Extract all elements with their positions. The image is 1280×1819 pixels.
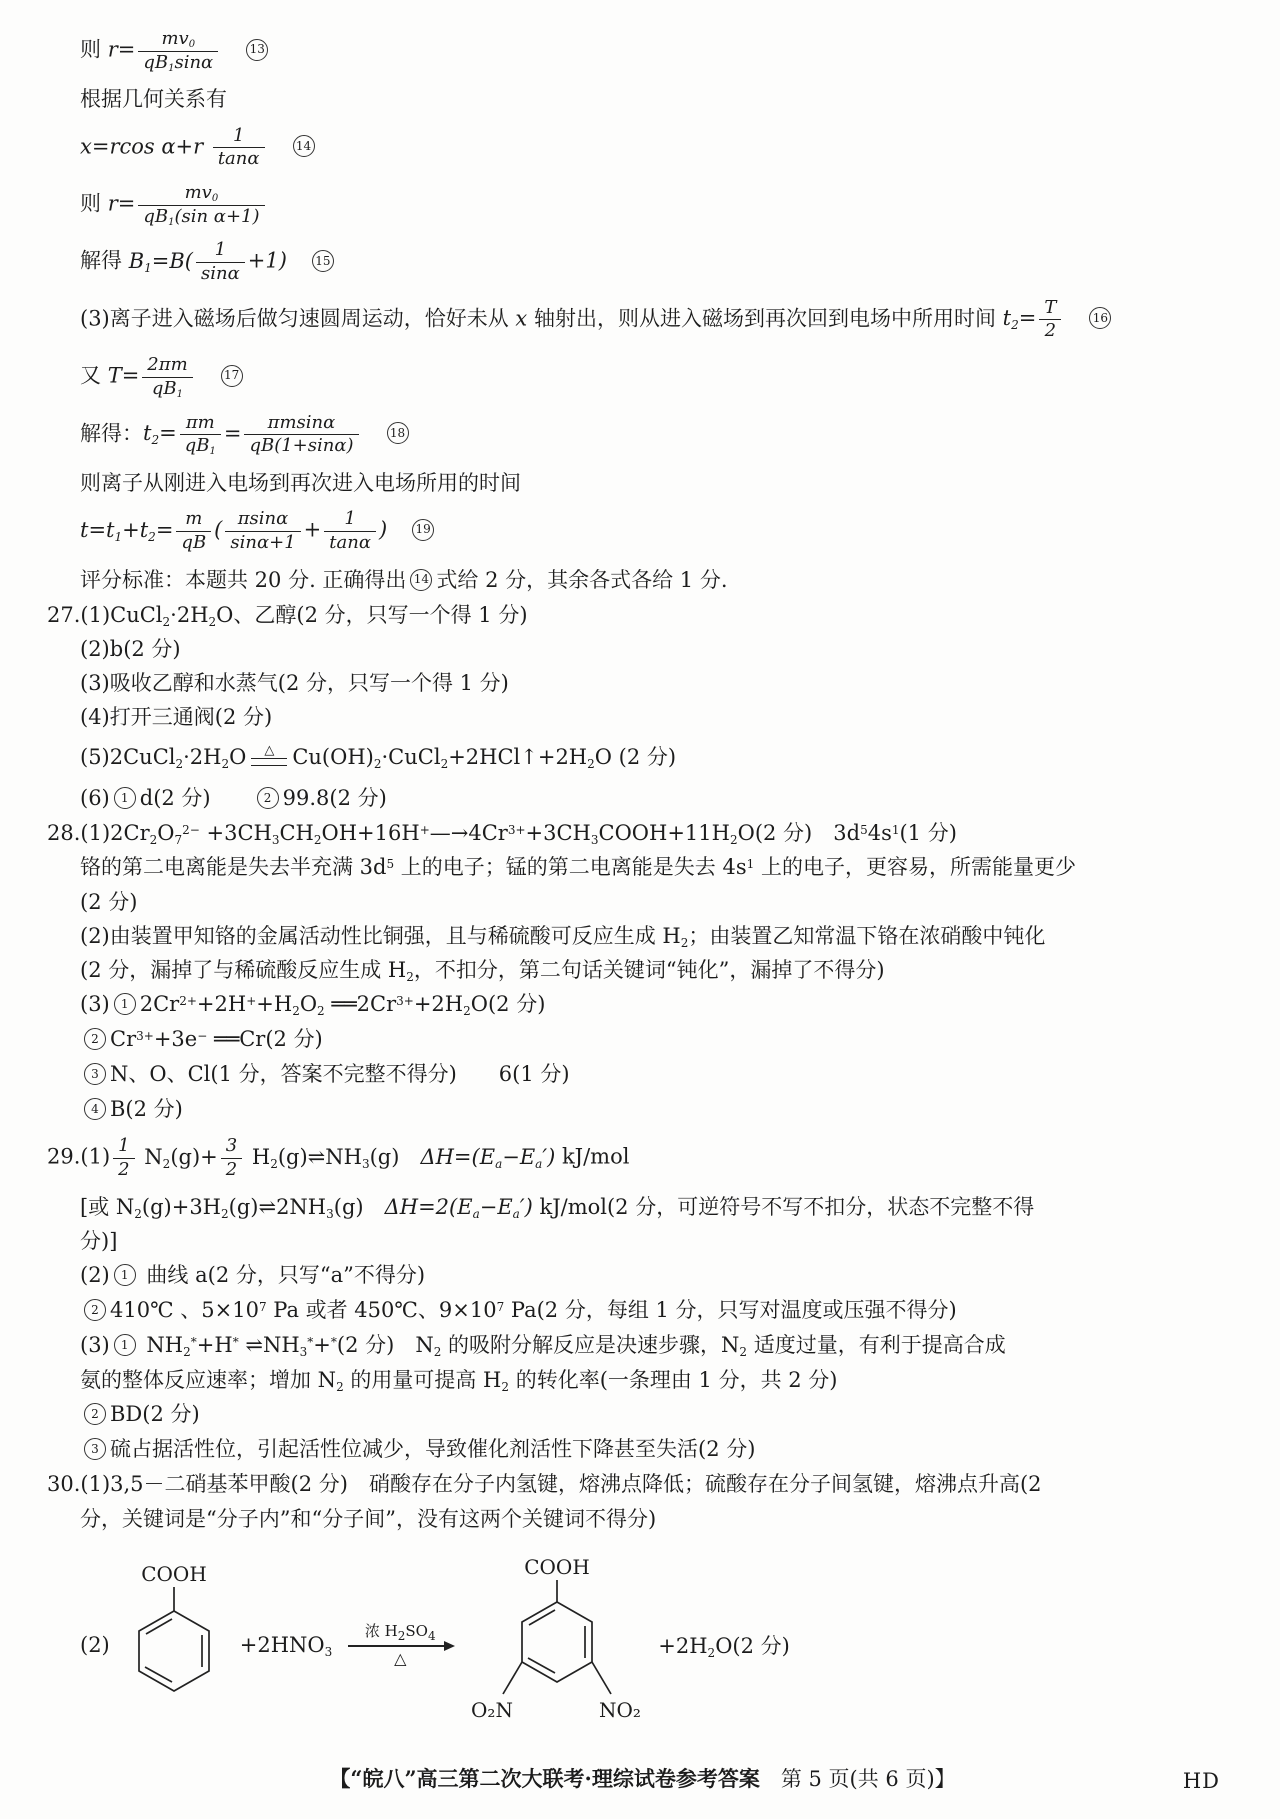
circled-number: 1 — [114, 787, 136, 809]
text-run: kJ/mol(2 分，可逆符号不写不扣分，状态不完整不得 — [532, 1194, 1035, 1219]
footer-page-number: 第 5 页(共 6 页)】 — [759, 1767, 956, 1791]
page-footer — [47, 1763, 1238, 1819]
circled-number: 14 — [293, 135, 315, 157]
text-run: BD(2 分) — [110, 1402, 200, 1427]
fraction: $\frac{1}{\sin\alpha}$ — [196, 240, 245, 284]
fraction: $\frac{mv_0}{qB_1\sin\alpha}$ — [138, 29, 218, 73]
math-text: $t_2=$ — [143, 421, 177, 448]
text-run: 则 — [80, 37, 108, 62]
text-run: N、O、Cl(1 分，答案不完整不得分) 6(1 分) — [110, 1062, 570, 1087]
physics-formula-13 — [47, 29, 1238, 73]
circled-number: 3 — [84, 1438, 106, 1460]
math-text: + — [303, 517, 322, 542]
text-run: 根据几何关系有 — [80, 87, 227, 112]
text-run — [268, 134, 289, 158]
text-run: (2)由装置甲知铬的金属活动性比铜强，且与稀硫酸可反应生成 $H_2$；由装置乙知常温下铬在浓硝酸中钝化 — [80, 923, 1046, 950]
nitro-group-right-label: NO₂ — [599, 1697, 642, 1722]
reaction-equation — [47, 1554, 1238, 1736]
cooh-label-right: COOH — [524, 1554, 591, 1579]
q29-answer-2-2 — [47, 1297, 1238, 1324]
text-run: 分，关键词是“分子内”和“分子间”，没有这两个关键词不得分) — [80, 1506, 657, 1531]
math-text: ( — [214, 517, 223, 542]
q30-answer-1b — [47, 1506, 1238, 1532]
text-run — [196, 364, 217, 388]
fraction: $\frac{1}{2}$ — [113, 1136, 134, 1180]
text-run: 29.(1) — [47, 1144, 111, 1169]
physics-scoring — [47, 567, 1238, 594]
reagent-text: $+2HNO_3$ — [239, 1632, 333, 1659]
text-run: (2 分，漏掉了与稀硫酸反应生成 $H_2$，不扣分，第二句话关键词“钝化”，漏掉了不得分) — [80, 958, 885, 984]
q27-answer-1 — [47, 602, 1238, 628]
text-run: (3)吸收乙醇和水蒸气(2 分，只写一个得 1 分) — [80, 671, 509, 695]
physics-part3-16 — [47, 298, 1238, 342]
math-text: r= — [107, 37, 136, 62]
text-run: (3) — [80, 1333, 110, 1358]
text-run: 轴射出，则从进入磁场到再次回到电场中所用时间 — [527, 306, 1003, 331]
text-run: 氨的整体反应速率；增加 $N_2$ 的用量可提高 $H_2$ 的转化率(一条理由 1 分，共 2 分) — [80, 1368, 838, 1395]
text-run: (2)b(2 分) — [80, 636, 181, 661]
q27-answer-2 — [47, 636, 1238, 662]
physics-text-time — [47, 470, 1238, 496]
q27-answer-6 — [47, 785, 1238, 812]
fraction: $\frac{1}{\tan\alpha}$ — [324, 509, 376, 553]
circled-number: 1 — [114, 1334, 136, 1356]
fraction: $\frac{3}{2}$ — [221, 1136, 242, 1180]
cooh-label-left: COOH — [140, 1561, 207, 1586]
circled-number: 1 — [114, 993, 136, 1015]
physics-text-geometry — [47, 86, 1238, 112]
math-text: $B_1=B$( — [128, 249, 193, 276]
text-run: $2Cr^{2+}+2H^++H_2O_2$ $══2Cr^{3+}+2H_2O(2$ 分) — [139, 992, 546, 1019]
text-run: 解得 — [80, 249, 129, 274]
answer-lines — [47, 16, 1238, 1540]
math-text: = — [223, 421, 242, 446]
q28-answer-2b — [47, 957, 1238, 983]
q29-answer-1-alt — [47, 1194, 1238, 1220]
text-run — [287, 249, 308, 273]
math-text: ) — [378, 517, 388, 542]
math-text: $\Delta H=2(E_a-E_a')$ — [384, 1194, 533, 1221]
math-text: T= — [107, 363, 140, 388]
physics-formula-14 — [47, 126, 1238, 170]
math-text: x — [515, 306, 528, 331]
circled-number: 13 — [246, 39, 268, 61]
q29-answer-3-1b — [47, 1367, 1238, 1393]
circled-number: 2 — [257, 787, 279, 809]
circled-number: 2 — [84, 1028, 106, 1050]
text-run: B(2 分) — [110, 1097, 183, 1122]
physics-formula-19 — [47, 509, 1238, 553]
text-run: $N_2(g)+$ — [137, 1144, 218, 1171]
dinitrobenzoic-acid-structure — [462, 1554, 652, 1736]
q28-answer-3-4 — [47, 1096, 1238, 1123]
q28-answer-1 — [47, 820, 1238, 846]
text-run: (2) — [80, 1263, 110, 1288]
circled-number: 17 — [221, 365, 243, 387]
fraction: $\frac{\pi m}{qB_1}$ — [180, 413, 221, 457]
text-run: d(2 分) — [139, 786, 253, 810]
double-bar-icon — [251, 758, 287, 766]
q28-answer-3-2 — [47, 1026, 1238, 1053]
q28-answer-1b — [47, 854, 1238, 880]
text-run: $(5)2CuCl_2\cdot 2H_2O$ — [80, 744, 247, 771]
text-run: (4)打开三通阀(2 分) — [80, 705, 273, 730]
circled-number: 2 — [84, 1299, 106, 1321]
circled-number: 2 — [84, 1403, 106, 1425]
fraction: $\frac{T}{2}$ — [1039, 298, 1061, 342]
q28-answer-3-1 — [47, 991, 1238, 1018]
reaction-arrow — [348, 1622, 452, 1668]
right-arrow-icon — [348, 1645, 452, 1647]
q28-answer-2 — [47, 923, 1238, 949]
text-run: $H_2(g)\rightleftharpoons NH_3(g)$ — [245, 1144, 421, 1171]
fraction: $\frac{2\pi m}{qB_1}$ — [142, 355, 192, 399]
text-run: 式给 2 分，其余各式各给 1 分. — [436, 567, 728, 592]
benzoic-acid-structure — [114, 1561, 234, 1729]
text-run: $Cr^{3+}+3e^-$ ══Cr(2 分) — [110, 1027, 323, 1052]
text-run: (3) — [80, 992, 110, 1017]
product-text: $+2H_2O(2$ 分) — [658, 1633, 790, 1660]
physics-formula-r2 — [47, 183, 1238, 227]
text-run: $NH_2^*+H^*$ $\rightleftharpoons NH_3^*+^*(2$ 分) $N_2$ 的吸附分解反应是决速步骤，$N_2$ 适度过量，有利于提高合成 — [139, 1333, 1006, 1360]
physics-formula-17 — [47, 355, 1238, 399]
q29-answer-2-1 — [47, 1262, 1238, 1289]
arrow-condition-top: 浓 $H_2SO_4$ — [364, 1622, 436, 1644]
q29-answer-1 — [47, 1136, 1238, 1180]
fraction: $\frac{\pi\sin\alpha}{\sin\alpha+1}$ — [225, 509, 300, 553]
q28-answer-3-3 — [47, 1061, 1238, 1088]
math-text: r= — [107, 191, 136, 216]
text-run: 99.8(2 分) — [282, 786, 387, 810]
q27-answer-5 — [47, 744, 1238, 773]
fraction: $\frac{\pi msin\alpha}{qB(1+\sin\alpha)}$ — [244, 413, 358, 457]
circled-number: 19 — [412, 519, 434, 541]
q29-answer-1-alt2 — [47, 1228, 1238, 1254]
text-run: kJ/mol — [555, 1144, 630, 1169]
text-run: $Cu(OH)_2\cdot CuCl_2+2HCl↑+2H_2O$ (2 分) — [292, 744, 677, 771]
q29-answer-3-3 — [47, 1436, 1238, 1463]
footer-hd-code: HD — [1182, 1769, 1220, 1793]
fraction: $\frac{1}{\tan\alpha}$ — [213, 126, 265, 170]
q27-answer-3 — [47, 670, 1238, 696]
text-run — [362, 421, 383, 445]
math-text: $\Delta H=(E_a-E_a')$ — [420, 1144, 556, 1171]
arrow-condition-bottom: △ — [394, 1649, 407, 1669]
nitro-group-left-label: O₂N — [471, 1697, 514, 1722]
circled-number: 18 — [387, 422, 409, 444]
text-run: 硫占据活性位，引起活性位减少，导致催化剂活性下降甚至失活(2 分) — [110, 1437, 756, 1462]
circled-number: 15 — [312, 250, 334, 272]
text-run: 30.(1)3,5－二硝基苯甲酸(2 分) 硝酸存在分子内氢键，熔沸点降低；硫酸存在分子间氢键，熔沸点升高(2 — [47, 1472, 1042, 1497]
text-run — [1064, 306, 1085, 330]
math-text: +1) — [247, 249, 287, 274]
circled-number: 1 — [114, 1264, 136, 1286]
footer-exam-title: 【“皖八”高三第二次大联考·理综试卷参考答案 — [329, 1766, 760, 1791]
circled-number: 3 — [84, 1063, 106, 1085]
math-text: $t_2=$ — [1002, 306, 1037, 333]
text-run: [或 $N_2(g)+3H_2(g)\rightleftharpoons 2NH_3(g)$ — [80, 1194, 385, 1221]
math-text: x=rcos α+r — [80, 134, 210, 159]
physics-formula-15 — [47, 240, 1238, 284]
text-run: $27.(1)CuCl_2\cdot 2H_2O$、乙醇(2 分，只写一个得 1 分) — [47, 602, 528, 629]
heated-equals-sign: △ — [251, 744, 287, 766]
q28-answer-1c — [47, 889, 1238, 915]
text-run: 铬的第二电离能是失去半充满 $3d^5$ 上的电子；锰的第二电离能是失去 $4s^1$ 上的电子，更容易，所需能量更少 — [80, 855, 1076, 880]
q27-answer-4 — [47, 704, 1238, 730]
text-run: 曲线 a(2 分，只写“a”不得分) — [139, 1263, 426, 1288]
text-run: 分)] — [80, 1228, 118, 1253]
text-run: (2 分) — [80, 889, 138, 914]
q29-answer-3-1 — [47, 1332, 1238, 1359]
text-run: (6) — [80, 786, 110, 810]
text-run: (3)离子进入磁场后做匀速圆周运动，恰好未从 — [80, 306, 516, 331]
text-run: 410℃ 、$5\times 10^7$ Pa 或者 450℃、$9\times 10^7$ Pa(2 分，每组 1 分，只写对温度或压强不得分) — [110, 1298, 957, 1323]
reaction-item-label: (2) — [80, 1632, 110, 1657]
circled-number: 4 — [84, 1098, 106, 1120]
text-run — [221, 38, 242, 62]
q30-answer-1 — [47, 1471, 1238, 1497]
circled-number: 16 — [1089, 307, 1111, 329]
physics-formula-18 — [47, 413, 1238, 457]
text-run: 又 — [80, 363, 108, 388]
q29-answer-3-2 — [47, 1401, 1238, 1428]
text-run: 评分标准：本题共 20 分. 正确得出 — [80, 567, 407, 592]
text-run: 则 — [80, 191, 108, 216]
math-text: $t=t_1+t_2=$ — [80, 517, 174, 544]
circled-number: 14 — [410, 569, 432, 591]
fraction: $\frac{mv_0}{qB_1(\sin \alpha+1)}$ — [138, 183, 264, 227]
text-run: 解得： — [80, 421, 143, 446]
text-run: $28.(1)2Cr_2O_7^{2-}$ $+3CH_3CH_2OH+16H^+—\to 4Cr^{3+}+3CH_3COOH+11H_2O(2$ 分) $3d^54s^1(1$ 分) — [47, 821, 957, 847]
fraction: $\frac{m}{qB}$ — [176, 509, 211, 553]
text-run: 则离子从刚进入电场到再次进入电场所用的时间 — [80, 470, 521, 495]
text-run — [387, 518, 408, 542]
